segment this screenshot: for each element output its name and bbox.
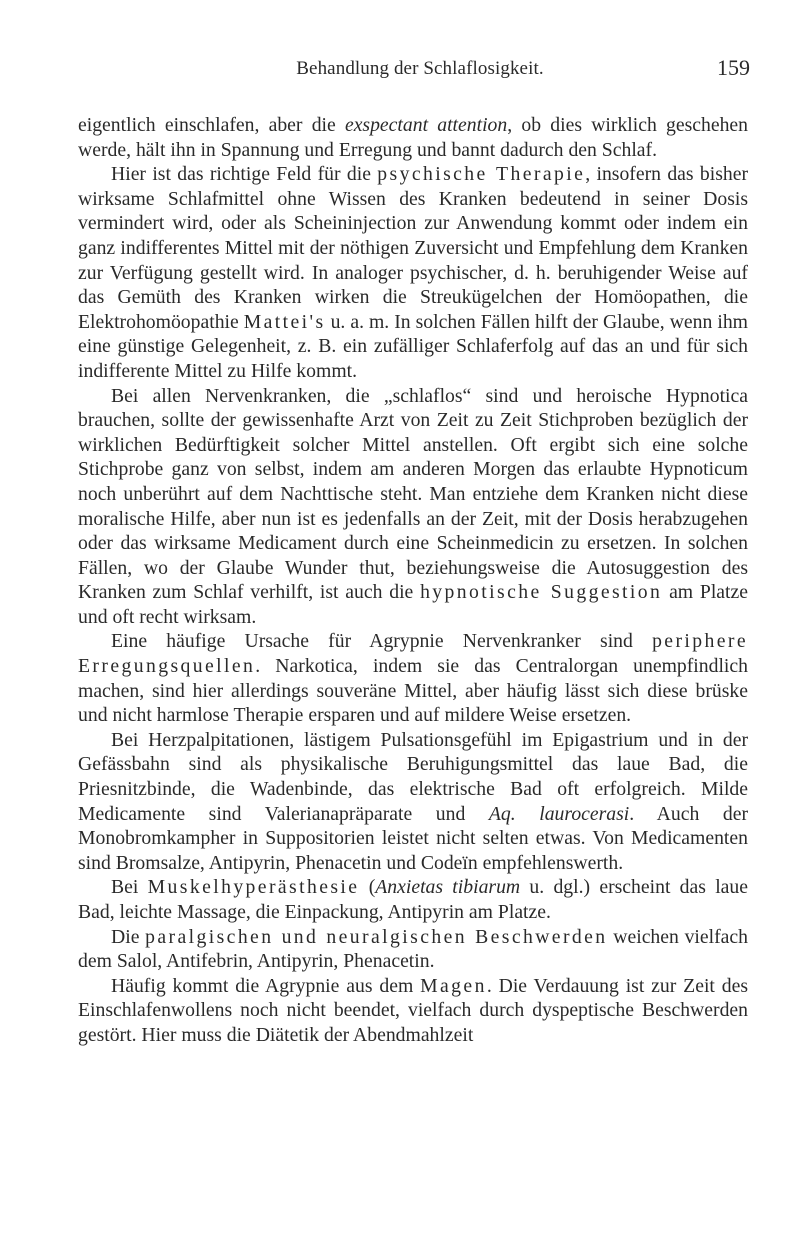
- text-run: Die: [111, 925, 146, 948]
- text-run: weichen vielfach dem Salol, Antifebrin, Antipyrin, Phenacetin.: [78, 925, 748, 973]
- text-run: . Narkotica, indem sie das Centralorgan unempfindlich machen, sind hier allerdings souveräne Mittel, aber häufig lässt sich diese brüske und nicht harmlose Therapie ersparen und auf mildere Weise ersetzen.: [78, 655, 748, 727]
- spaced-emphasis: periphere Erregungsquellen: [78, 630, 748, 678]
- paragraph: [78, 113, 748, 162]
- text-run: , insofern das bisher wirksame Schlafmittel ohne Wissen des Kranken bedeutend in seiner Dosis vermindert wird, oder als Scheininjection zur Anwendung kommt oder indem ein ganz indifferentes Mittel mit der nöthigen Zuversicht und Empfehlung dem Kranken zur Verfügung gestellt wird. In analoger psychischer, d. h. beruhigender Weise auf das Gemüth des Kranken wirken die Streukügelchen der Homöopathen, die Elektrohomöopathie: [78, 163, 749, 333]
- text-run: eigentlich einschlafen, aber die: [78, 114, 345, 136]
- paragraph: [78, 728, 748, 876]
- text-run: am Platze und oft recht wirksam.: [78, 581, 748, 628]
- paragraph: [78, 875, 748, 924]
- spaced-emphasis: psychische Therapie: [377, 163, 586, 186]
- paragraph: [78, 974, 748, 1048]
- running-head: [90, 55, 750, 84]
- spaced-emphasis: hypnotische Suggestion: [420, 581, 663, 604]
- text-run: u. a. m. In solchen Fällen hilft der Glaube, wenn ihm eine günstige Gelegenheit, z. B. ein zufälliger Schlaferfolg auf das an und für sich indifferente Mittel zu Hilfe kommt.: [78, 310, 748, 382]
- spaced-emphasis: Muskelhyperästhesie: [147, 876, 360, 899]
- body-text: [78, 113, 748, 1048]
- text-run: Bei Herzpalpitationen, lästigem Pulsationsgefühl im Epigastrium und in der Gefässbahn sind als physikalische Beruhigungsmittel das laue Bad, die Priesnitzbinde, die Wadenbinde, das elektrische Bad oft erfolgreich. Milde Medicamente sind Valerianapräparate und: [78, 728, 748, 825]
- text-run: . Die Verdauung ist zur Zeit des Einschlafenwollens noch nicht beendet, vielfach durch dyspeptische Beschwerden gestört. Hier muss die Diätetik der Abendmahlzeit: [78, 974, 748, 1046]
- text-run: Hier ist das richtige Feld für die: [111, 163, 378, 186]
- paragraph: [78, 384, 748, 630]
- page-number: 159: [717, 55, 750, 80]
- spaced-emphasis: paralgischen und neuralgischen Beschwerden: [145, 925, 608, 948]
- text-run: u. dgl.) erscheint das laue Bad, leichte Massage, die Einpackung, Antipyrin am Platze.: [78, 876, 748, 923]
- text-run: . Auch der Monobromkampher in Suppositorien leistet nicht selten etwas. Von Medicamenten sind Bromsalze, Antipyrin, Phenacetin und Codeïn empfehlenswerth.: [78, 802, 748, 874]
- paragraph: [78, 162, 748, 383]
- text-run: Häufig kommt die Agrypnie aus dem: [111, 974, 421, 997]
- spaced-emphasis: Mattei's: [243, 310, 326, 333]
- italic-text: Anxietas tibiarum: [375, 876, 521, 899]
- paragraph: [78, 629, 748, 727]
- text-run: Eine häufige Ursache für Agrypnie Nervenkranker sind: [111, 630, 653, 653]
- italic-text: Aq. laurocerasi: [488, 802, 630, 825]
- text-run: (: [359, 876, 376, 899]
- paragraph: [78, 925, 748, 974]
- spaced-emphasis: Magen: [420, 974, 487, 997]
- running-title: Behandlung der Schlaflosigkeit.: [296, 58, 544, 79]
- text-run: Bei: [111, 876, 148, 899]
- text-run: , ob dies wirklich geschehen werde, hält ihn in Spannung und Erregung und bannt dadurch den Schlaf.: [78, 114, 749, 161]
- text-run: Bei allen Nervenkranken, die „schlaflos“ sind und heroische Hypnotica brauchen, sollte der gewissenhafte Arzt von Zeit zu Zeit Stichproben bezüglich der wirklichen Bedürftigkeit solcher Mittel anstellen. Oft ergibt sich eine solche Stichprobe ganz von selbst, indem am anderen Morgen das erlaubte Hypnoticum noch unberührt auf dem Nachttische steht. Man entziehe dem Kranken nicht diese moralische Hilfe, aber nun ist es jedenfalls an der Zeit, mit der Dosis herabzugehen oder das wirksame Medicament durch eine Scheinmedicin zu ersetzen. In solchen Fällen, wo der Glaube Wunder thut, beziehungsweise die Autosuggestion des Kranken zum Schlaf verhilft, ist auch die: [78, 384, 748, 604]
- italic-text: exspectant attention: [344, 114, 508, 136]
